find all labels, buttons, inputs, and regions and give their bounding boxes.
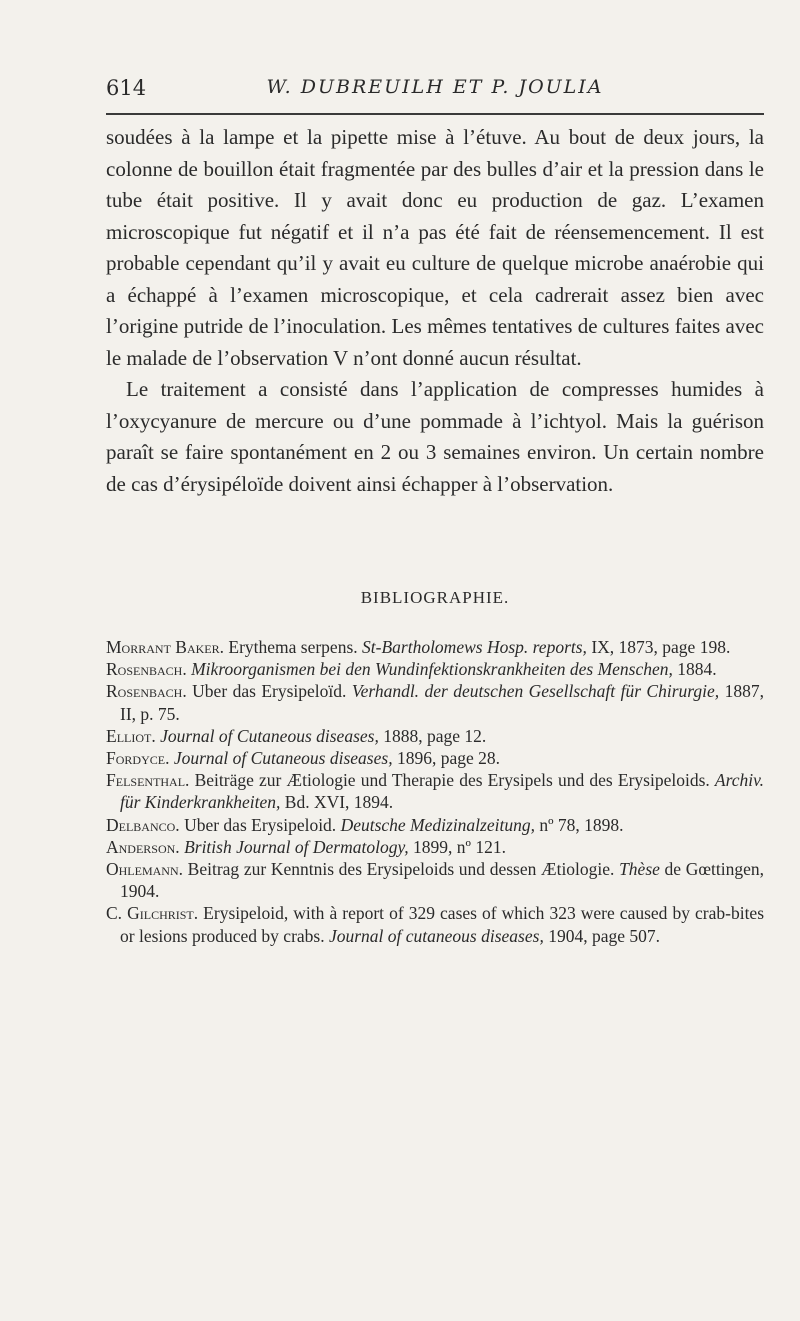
bibliography-entry <box>106 680 764 724</box>
bibliography-entry <box>106 902 764 946</box>
entry-title: Archiv. für Kinderkrankheiten, <box>120 770 764 813</box>
entry-author: Ohlemann. <box>106 859 184 880</box>
bibliography-entry <box>106 836 764 858</box>
entry-author: Anderson. <box>106 836 180 857</box>
entry-title: Deutsche Medizinalzeitung, <box>340 814 535 835</box>
page-header <box>106 76 764 106</box>
page-number: 614 <box>106 76 147 100</box>
entry-details: 1904, page 507. <box>543 925 660 946</box>
entry-author: Rosenbach. <box>106 681 187 702</box>
entry-details: 1884. <box>672 659 717 680</box>
entry-title: St-Bartholomews Hosp. reports, <box>362 637 587 657</box>
entry-author: C. Gilchrist. <box>106 903 199 924</box>
body-text <box>106 122 764 500</box>
entry-text: Beiträge zur Ætiologie und Therapie des Erysipels und des Erysipeloids. <box>189 770 715 791</box>
header-rule <box>106 113 764 115</box>
entry-title: British Journal of Dermatology, <box>184 836 409 857</box>
entry-details: 1887, II, p. 75. <box>120 681 764 724</box>
bibliography-heading: BIBLIOGRAPHIE. <box>360 588 510 607</box>
bibliography-list <box>106 636 764 947</box>
bibliography-entry <box>106 814 764 836</box>
entry-details: 1896, page 28. <box>392 748 500 769</box>
entry-text: Beitrag zur Kenntnis des Erysipeloids und dessen Ætiologie. <box>183 859 620 880</box>
entry-details: de Gœttingen, 1904. <box>120 859 764 902</box>
entry-author: Felsenthal. <box>106 770 190 791</box>
entry-title: Thèse <box>619 859 660 880</box>
entry-text: Uber das Erysipeloid. <box>179 814 341 835</box>
entry-author: Rosenbach. <box>106 659 187 680</box>
entry-title: Mikroorganismen bei den Wundinfektionskrankheiten des Menschen, <box>191 659 673 680</box>
bibliography-entry <box>106 769 764 813</box>
entry-text: Uber das Erysipeloïd. <box>186 681 352 702</box>
entry-details: IX, 1873, page 198. <box>586 637 731 657</box>
entry-details: Bd. XVI, 1894. <box>280 792 394 813</box>
entry-details: nº 78, 1898. <box>534 814 624 835</box>
running-head: W. DUBREUILH ET P. JOULIA <box>266 76 604 98</box>
bibliography-entry <box>106 747 764 769</box>
entry-author: Elliot. <box>106 725 156 746</box>
entry-details: 1899, nº 121. <box>408 836 506 857</box>
entry-title: Journal of Cutaneous diseases, <box>160 725 379 746</box>
entry-author: Fordyce. <box>106 748 170 769</box>
bibliography-entry <box>106 636 764 658</box>
paragraph: Le traitement a consisté dans l’application de compresses humides à l’oxycyanure de mercure ou d’une pommade à l’ichtyol. Mais la guérison paraît se faire spontanément en 2 ou 3 semaines environ. Un certain nombre de cas d’érysipéloïde doivent ainsi échapper à l’observation. <box>106 377 764 496</box>
entry-author: Morrant Baker. <box>106 637 224 657</box>
paragraph: soudées à la lampe et la pipette mise à l’étuve. Au bout de deux jours, la colonne de bouillon était fragmentée par des bulles d’air et la pression dans le tube était positive. Il y avait donc eu production de gaz. L’examen microscopique fut négatif et il n’a pas été fait de réensemencement. Il est probable cependant qu’il y avait eu culture de quelque microbe anaérobie qui a échappé à l’examen microscopique, et cela cadrerait assez bien avec l’origine putride de l’inoculation. Les mêmes tentatives de cultures faites avec le malade de l’observation V n’ont donné aucun résultat. <box>106 125 764 370</box>
entry-text: Erythema serpens. <box>224 637 363 657</box>
bibliography-entry <box>106 858 764 902</box>
entry-title: Verhandl. der deutschen Gesellschaft für Chirurgie, <box>351 681 720 702</box>
entry-title: Journal of Cutaneous diseases, <box>173 748 393 769</box>
bibliography-entry <box>106 725 764 747</box>
entry-author: Delbanco. <box>106 814 180 835</box>
entry-title: Journal of cutaneous diseases, <box>328 925 544 946</box>
bibliography-entry <box>106 658 764 680</box>
entry-text: Erysipeloid, with à report of 329 cases of which 323 were caused by crab-bites or lesions produced by crabs. <box>120 903 765 946</box>
entry-details: 1888, page 12. <box>378 725 487 746</box>
